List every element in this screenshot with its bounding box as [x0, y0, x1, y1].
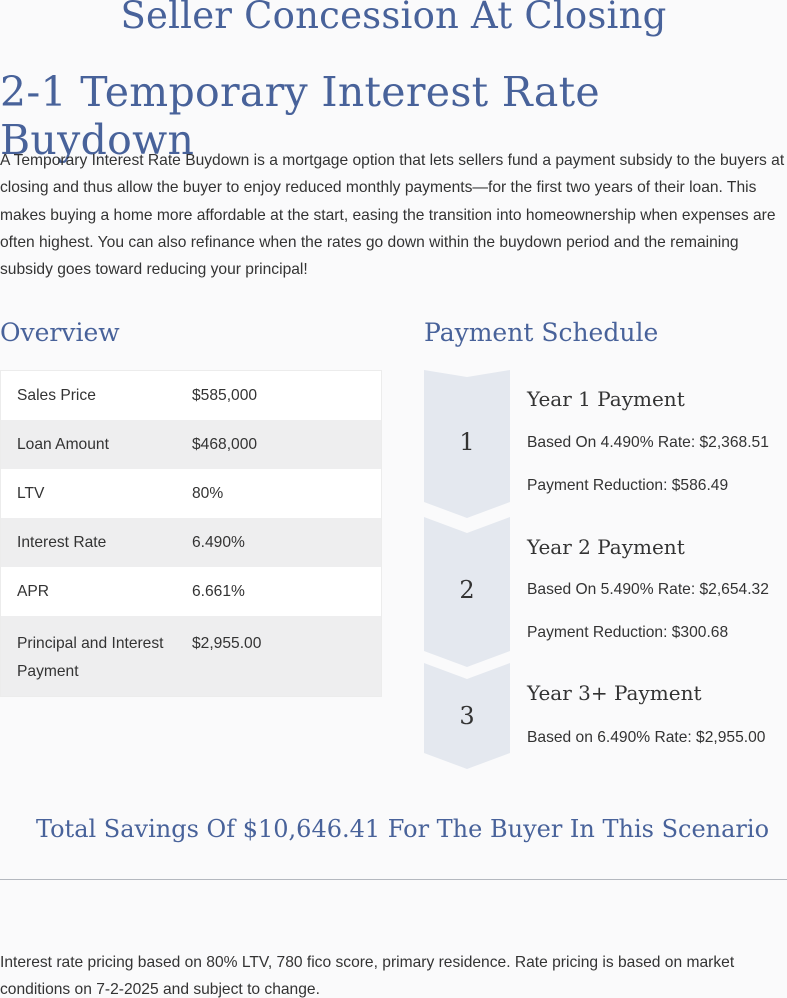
step-1-reduction-line: Payment Reduction: $586.49 [527, 477, 729, 494]
step-3-title: Year 3+ Payment [527, 681, 702, 705]
page-title: Seller Concession At Closing [120, 0, 667, 37]
overview-row-interest-rate [1, 518, 381, 567]
overview-table [0, 370, 382, 697]
overview-row-principal-interest [1, 616, 381, 696]
overview-value: 6.661% [192, 583, 245, 600]
overview-heading: Overview [0, 318, 120, 347]
step-1-title: Year 1 Payment [527, 387, 685, 411]
step-1-number: 1 [459, 428, 475, 456]
step-2-number: 2 [459, 576, 475, 604]
overview-row-sales-price [1, 371, 381, 420]
step-1-rate-line: Based On 4.490% Rate: $2,368.51 [527, 434, 769, 451]
overview-row-ltv [1, 469, 381, 518]
overview-value: $2,955.00 [192, 635, 262, 652]
overview-label: Sales Price [17, 387, 96, 404]
overview-value: $585,000 [192, 387, 258, 404]
overview-value: $468,000 [192, 436, 258, 453]
overview-label: Interest Rate [17, 534, 107, 551]
step-2-title: Year 2 Payment [527, 535, 685, 559]
payment-schedule-heading: Payment Schedule [424, 318, 659, 347]
overview-label: Loan Amount [17, 436, 109, 453]
step-3-number: 3 [459, 702, 475, 730]
total-savings: Total Savings Of $10,646.41 For The Buyer In This Scenario [35, 815, 770, 843]
overview-label: APR [17, 583, 50, 600]
overview-value: 80% [192, 485, 224, 502]
overview-row-apr [1, 567, 381, 616]
page-subtitle: 2-1 Temporary Interest Rate Buydown [0, 68, 600, 164]
divider [0, 879, 787, 880]
overview-value: 6.490% [192, 534, 245, 551]
overview-row-loan-amount [1, 420, 381, 469]
overview-label: Principal and Interest Payment [17, 635, 164, 680]
intro-paragraph: A Temporary Interest Rate Buydown is a mortgage option that lets sellers fund a payment subsidy to the buyers at closing and thus allow the buyer to enjoy reduced monthly payments—for the first two years of their loan. This makes buying a home more affordable at the start, easing the transition into homeownership when expenses are often highest. You can also refinance when the rates go down within the buydown period and the remaining subsidy goes toward reducing your principal! [0, 152, 785, 279]
step-2-rate-line: Based On 5.490% Rate: $2,654.32 [527, 581, 769, 598]
step-3-rate-line: Based on 6.490% Rate: $2,955.00 [527, 729, 766, 746]
disclaimer: Interest rate pricing based on 80% LTV, 780 fico score, primary residence. Rate pricing is based on market conditions on 7-2-2025 and subject to change. [0, 954, 735, 998]
overview-label: LTV [17, 485, 45, 502]
step-2-reduction-line: Payment Reduction: $300.68 [527, 624, 729, 641]
